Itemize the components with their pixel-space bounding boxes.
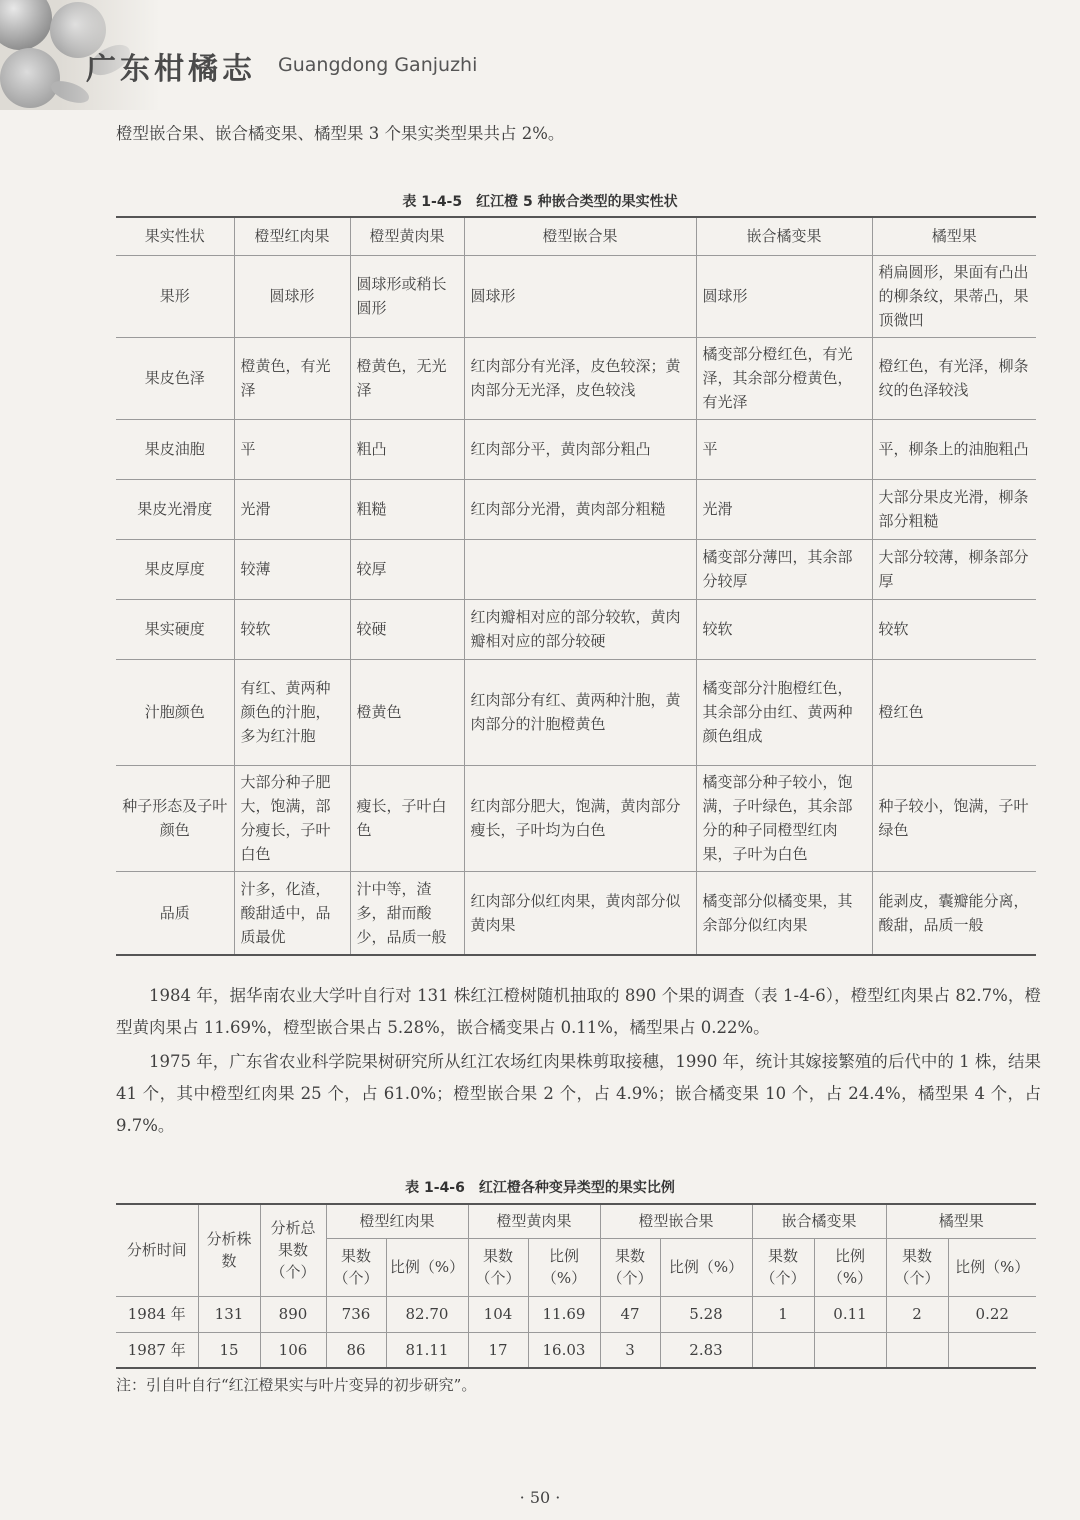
table-cell: 粗凸 — [350, 419, 464, 479]
table-cell — [948, 1332, 1036, 1368]
table-row — [116, 419, 1036, 479]
trait-label: 果皮光滑度 — [116, 479, 234, 539]
table-cell: 汁中等，渣多，甜而酸少，品质一般 — [350, 871, 464, 955]
table-cell: 瘦长，子叶白色 — [350, 765, 464, 871]
table-cell: 0.11 — [814, 1296, 886, 1332]
header-cell: 橙型红肉果 — [234, 217, 350, 255]
table-cell: 16.03 — [528, 1332, 600, 1368]
table-cell: 红肉部分肥大，饱满，黄肉部分瘦长，子叶均为白色 — [464, 765, 696, 871]
header-cell: 嵌合橘变果 — [696, 217, 872, 255]
header-cell: 橙型嵌合果 — [464, 217, 696, 255]
subheader-ratio: 比例（%） — [814, 1238, 886, 1296]
header-cell: 橘型果 — [872, 217, 1036, 255]
table-row — [116, 539, 1036, 599]
table-row — [116, 255, 1036, 337]
group-header: 橙型嵌合果 — [600, 1204, 752, 1238]
table-cell: 红肉部分有光泽，皮色较深；黄肉部分无光泽，皮色较浅 — [464, 337, 696, 419]
page-header — [0, 0, 1080, 110]
table-cell: 2 — [886, 1296, 948, 1332]
table-cell: 0.22 — [948, 1296, 1036, 1332]
group-header: 橙型黄肉果 — [468, 1204, 600, 1238]
trait-label: 果实硬度 — [116, 599, 234, 659]
table-cell: 橘变部分种子较小，饱满，子叶绿色，其余部分的种子同橙型红肉果，子叶为白色 — [696, 765, 872, 871]
table-cell: 较薄 — [234, 539, 350, 599]
table-cell: 红肉部分光滑，黄肉部分粗糙 — [464, 479, 696, 539]
subheader-ratio: 比例（%） — [528, 1238, 600, 1296]
table-cell: 圆球形 — [234, 255, 350, 337]
trait-label: 种子形态及子叶颜色 — [116, 765, 234, 871]
table-cell: 橘变部分薄凹，其余部分较厚 — [696, 539, 872, 599]
table-cell: 大部分较薄，柳条部分厚 — [872, 539, 1036, 599]
fruit-ratio-table — [116, 1203, 1036, 1369]
trait-label: 品质 — [116, 871, 234, 955]
header-cell: 果实性状 — [116, 217, 234, 255]
table-cell: 粗糙 — [350, 479, 464, 539]
table-cell — [464, 539, 696, 599]
table-cell: 2.83 — [660, 1332, 752, 1368]
table-row — [116, 871, 1036, 955]
table-cell: 1984 年 — [116, 1296, 198, 1332]
table-cell: 15 — [198, 1332, 260, 1368]
table-cell — [752, 1332, 814, 1368]
table-cell: 平 — [696, 419, 872, 479]
subheader-count: 果数（个） — [752, 1238, 814, 1296]
paragraph-1984: 1984 年，据华南农业大学叶自行对 131 株红江橙树随机抽取的 890 个果的调查（表 1-4-6），橙型红肉果占 82.7%，橙型黄肉果占 11.69%，橙型嵌合果占 5.28%，嵌合橘变果占 0.11%，橘型果占 0.22%。 — [116, 986, 1041, 1037]
table-cell: 1987 年 — [116, 1332, 198, 1368]
table-row — [116, 599, 1036, 659]
intro-paragraph: 橙型嵌合果、嵌合橘变果、橘型果 3 个果实类型果共占 2%。 — [116, 124, 565, 143]
table-cell: 红肉部分有红、黄两种汁胞，黄肉部分的汁胞橙黄色 — [464, 659, 696, 765]
table-cell: 大部分果皮光滑，柳条部分粗糙 — [872, 479, 1036, 539]
trait-label: 果皮油胞 — [116, 419, 234, 479]
table-cell: 106 — [260, 1332, 326, 1368]
table-row — [116, 659, 1036, 765]
table-cell: 104 — [468, 1296, 528, 1332]
table-cell: 较软 — [696, 599, 872, 659]
table-row — [116, 479, 1036, 539]
book-title: 广东柑橘志 — [86, 52, 256, 87]
table-cell: 131 — [198, 1296, 260, 1332]
table-cell — [814, 1332, 886, 1368]
table-cell: 较软 — [872, 599, 1036, 659]
table-cell: 橙红色，有光泽，柳条纹的色泽较浅 — [872, 337, 1036, 419]
table-cell: 红肉部分平，黄肉部分粗凸 — [464, 419, 696, 479]
table-cell: 红肉部分似红肉果，黄肉部分似黄肉果 — [464, 871, 696, 955]
table-cell: 1 — [752, 1296, 814, 1332]
group-header: 橙型红肉果 — [326, 1204, 468, 1238]
subheader-ratio: 比例（%） — [948, 1238, 1036, 1296]
table-cell: 橙黄色，有光泽 — [234, 337, 350, 419]
table-cell: 汁多，化渣，酸甜适中，品质最优 — [234, 871, 350, 955]
table-cell: 17 — [468, 1332, 528, 1368]
table-cell: 圆球形或稍长圆形 — [350, 255, 464, 337]
subheader-ratio: 比例（%） — [660, 1238, 752, 1296]
table-cell: 光滑 — [234, 479, 350, 539]
table-cell: 81.11 — [386, 1332, 468, 1368]
subheader-ratio: 比例（%） — [386, 1238, 468, 1296]
book-subtitle: Guangdong Ganjuzhi — [278, 54, 478, 76]
table-cell: 圆球形 — [696, 255, 872, 337]
page-number: · 50 · — [519, 1488, 561, 1507]
table-cell: 红肉瓣相对应的部分较软，黄肉瓣相对应的部分较硬 — [464, 599, 696, 659]
header-cell-total: 分析总果数（个） — [260, 1204, 326, 1296]
table-cell: 890 — [260, 1296, 326, 1332]
table-cell: 有红、黄两种颜色的汁胞，多为红汁胞 — [234, 659, 350, 765]
table-cell: 能剥皮，囊瓣能分离，酸甜，品质一般 — [872, 871, 1036, 955]
table-row — [116, 1296, 1036, 1332]
table-cell: 平 — [234, 419, 350, 479]
subheader-count: 果数（个） — [326, 1238, 386, 1296]
paragraph-1975: 1975 年，广东省农业科学院果树研究所从红江农场红肉果株剪取接穗，1990 年，统计其嫁接繁殖的后代中的 1 株，结果 41 个，其中橙型红肉果 25 个，占 61.0%；橙型嵌合果 2 个，占 4.9%；嵌合橘变果 10 个，占 24.4%，橘型果 4 个，占 9.7%。 — [116, 1052, 1041, 1135]
table-cell: 橘变部分汁胞橙红色，其余部分由红、黄两种颜色组成 — [696, 659, 872, 765]
header-cell-plants: 分析株数 — [198, 1204, 260, 1296]
table-cell: 较软 — [234, 599, 350, 659]
header-cell-time: 分析时间 — [116, 1204, 198, 1296]
table-cell: 较厚 — [350, 539, 464, 599]
table-cell: 稍扁圆形，果面有凸出的柳条纹，果蒂凸，果顶微凹 — [872, 255, 1036, 337]
table-cell: 橘变部分橙红色，有光泽，其余部分橙黄色，有光泽 — [696, 337, 872, 419]
table-cell: 86 — [326, 1332, 386, 1368]
table-cell: 橘变部分似橘变果，其余部分似红肉果 — [696, 871, 872, 955]
table-cell: 大部分种子肥大，饱满，部分瘦长，子叶白色 — [234, 765, 350, 871]
table-cell: 种子较小，饱满，子叶绿色 — [872, 765, 1036, 871]
trait-label: 果皮色泽 — [116, 337, 234, 419]
group-header: 橘型果 — [886, 1204, 1036, 1238]
table2-caption: 表 1-4-6 红江橙各种变异类型的果实比例 — [405, 1180, 675, 1196]
table-row — [116, 765, 1036, 871]
table-cell: 736 — [326, 1296, 386, 1332]
trait-label: 果形 — [116, 255, 234, 337]
group-header: 嵌合橘变果 — [752, 1204, 886, 1238]
table-cell: 橙黄色 — [350, 659, 464, 765]
table-cell: 光滑 — [696, 479, 872, 539]
table-cell: 3 — [600, 1332, 660, 1368]
table-row — [116, 337, 1036, 419]
table-cell — [886, 1332, 948, 1368]
table1-caption: 表 1-4-5 红江橙 5 种嵌合类型的果实性状 — [402, 194, 678, 210]
table-cell: 平，柳条上的油胞粗凸 — [872, 419, 1036, 479]
table-cell: 圆球形 — [464, 255, 696, 337]
table-cell: 82.70 — [386, 1296, 468, 1332]
table-cell: 橙红色 — [872, 659, 1036, 765]
table-row — [116, 1332, 1036, 1368]
table-cell: 11.69 — [528, 1296, 600, 1332]
fruit-traits-table — [116, 216, 1036, 956]
table-cell: 较硬 — [350, 599, 464, 659]
table-header-row — [116, 217, 1036, 255]
subheader-count: 果数（个） — [468, 1238, 528, 1296]
trait-label: 汁胞颜色 — [116, 659, 234, 765]
trait-label: 果皮厚度 — [116, 539, 234, 599]
table-cell: 5.28 — [660, 1296, 752, 1332]
table-header-row — [116, 1204, 1036, 1238]
header-cell: 橙型黄肉果 — [350, 217, 464, 255]
table-cell: 47 — [600, 1296, 660, 1332]
table-cell: 橙黄色，无光泽 — [350, 337, 464, 419]
subheader-count: 果数（个） — [886, 1238, 948, 1296]
table-note: 注：引自叶自行“红江橙果实与叶片变异的初步研究”。 — [116, 1376, 477, 1394]
subheader-count: 果数（个） — [600, 1238, 660, 1296]
